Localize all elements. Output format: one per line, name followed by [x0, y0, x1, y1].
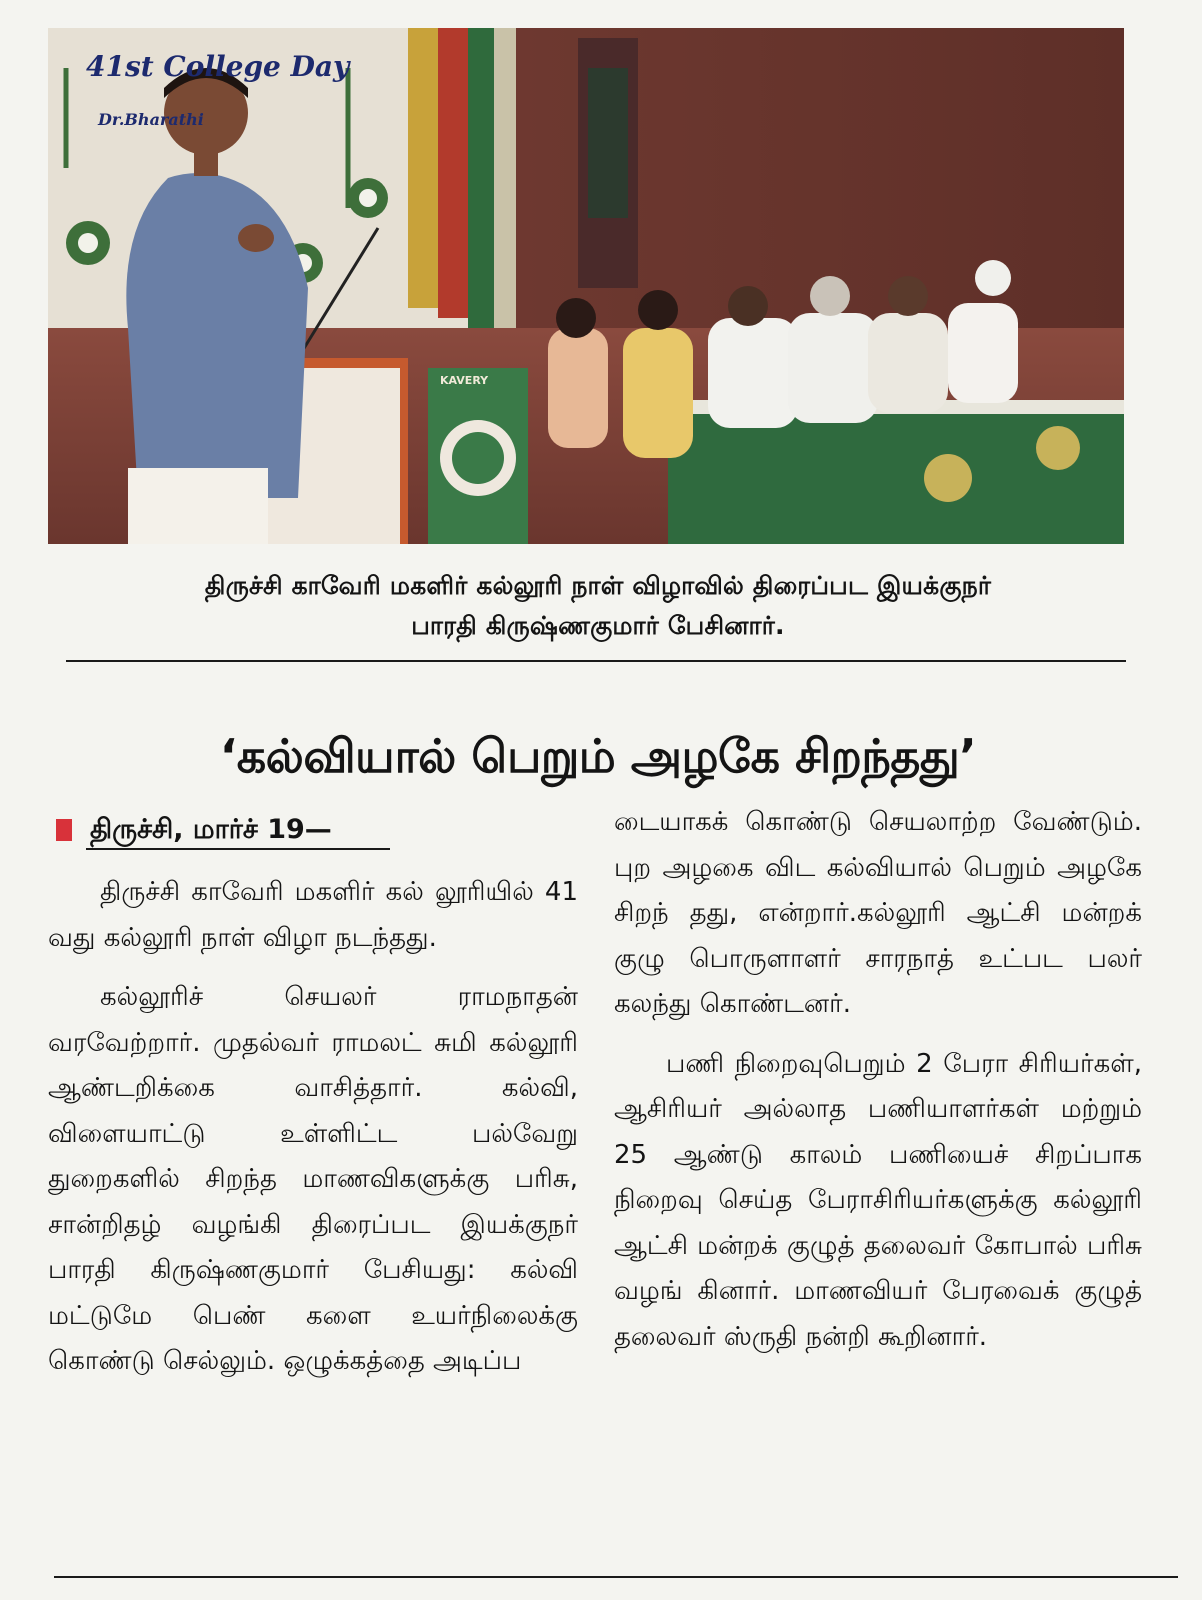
dateline-bullet-icon [56, 819, 72, 841]
left-column [48, 870, 578, 1385]
right-column [614, 800, 1142, 1360]
banner-text-line2: Dr.Bharathi [98, 110, 204, 129]
left-paragraph-2: கல்லூரிச் செயலர் ராமநாதன் வரவேற்றார். முதல்வர் ராமலட் சுமி கல்லூரி ஆண்டறிக்கை வாசித்தார். கல்வி, விளையாட்டு உள்ளிட்ட பல்வேறு துறைகளில் சிறந்த மாணவிகளுக்கு பரிசு, சான்றிதழ் வழங்கி திரைப்பட இயக்குநர் பாரதி கிருஷ்ணகுமார் பேசியது: கல்வி மட்டுமே பெண் களை உயர்நிலைக்கு கொண்டு செல்லும். ஒழுக்கத்தை அடிப்ப [48, 982, 578, 1376]
photo-caption [60, 566, 1136, 646]
right-paragraph-2: பணி நிறைவுபெறும் 2 பேரா சிரியர்கள், ஆசிரியர் அல்லாத பணியாளர்கள் மற்றும் 25 ஆண்டு காலம் பணியைச் சிறப்பாக நிறைவு செய்த பேராசிரியர்களுக்கு கல்லூரி ஆட்சி மன்றக் குழுத் தலைவர் கோபால் பரிசு வழங் கினார். மாணவியர் பேரவைக் குழுத் தலைவர் ஸ்ருதி நன்றி கூறினார். [614, 1048, 1142, 1352]
dateline [56, 808, 332, 852]
event-photo [48, 28, 1124, 544]
caption-line-2: பாரதி கிருஷ்ணகுமார் பேசினார். [411, 611, 785, 640]
article-headline: ‘கல்வியால் பெறும் அழகே சிறந்தது’ [219, 729, 977, 783]
left-paragraph-1: திருச்சி காவேரி மகளிர் கல் லூரியில் 41 வது கல்லூரி நாள் விழா நடந்தது. [48, 877, 578, 953]
caption-divider [66, 660, 1126, 662]
dateline-text: திருச்சி, மார்ச் 19— [90, 814, 332, 845]
banner-text-line1: 41st College Day [86, 50, 350, 83]
caption-line-1: திருச்சி காவேரி மகளிர் கல்லூரி நாள் விழாவில் திரைப்பட இயக்குநர் [204, 571, 992, 600]
right-paragraph-1: டையாகக் கொண்டு செயலாற்ற வேண்டும். புற அழகை விட கல்வியால் பெறும் அழகே சிறந் தது, என்றார்.கல்லூரி ஆட்சி மன்றக் குழு பொருளாளர் சாரநாத் உட்பட பலர் கலந்து கொண்டனர். [614, 807, 1142, 1019]
photo-illustration [48, 28, 1124, 544]
podium-label: KAVERY [440, 374, 489, 387]
bottom-rule [54, 1576, 1178, 1578]
dateline-underline [86, 848, 390, 850]
